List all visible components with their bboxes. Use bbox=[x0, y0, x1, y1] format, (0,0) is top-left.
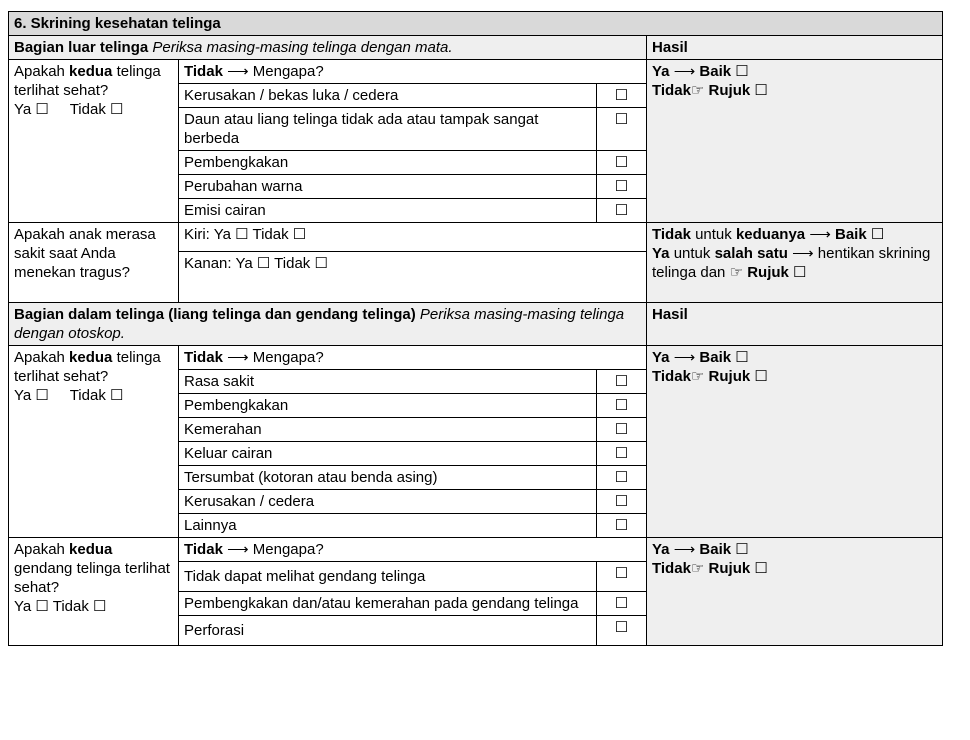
outer-q1-ya[interactable]: Ya ☐ bbox=[14, 101, 49, 118]
item: Tidak dapat melihat gendang telinga bbox=[179, 562, 597, 592]
checkbox[interactable]: ☐ bbox=[597, 108, 647, 151]
rujuk-checkbox[interactable]: ☐ bbox=[754, 560, 768, 577]
item: Keluar cairan bbox=[179, 442, 597, 466]
item: Perforasi bbox=[179, 616, 597, 646]
inner-q2-result: Ya ⟶ Baik ☐ Tidak☞ Rujuk ☐ bbox=[647, 538, 943, 646]
item: Pembengkakan bbox=[179, 151, 597, 175]
item: Emisi cairan bbox=[179, 199, 597, 223]
checkbox[interactable]: ☐ bbox=[597, 514, 647, 538]
item: Kerusakan / bekas luka / cedera bbox=[179, 84, 597, 108]
item: Pembengkakan bbox=[179, 394, 597, 418]
rujuk-checkbox[interactable]: ☐ bbox=[793, 264, 807, 281]
inner-q2-yatidak[interactable]: Ya ☐ Tidak ☐ bbox=[14, 598, 107, 615]
inner-q1-ya[interactable]: Ya ☐ bbox=[14, 387, 49, 404]
item: Rasa sakit bbox=[179, 370, 597, 394]
checkbox[interactable]: ☐ bbox=[597, 199, 647, 223]
inner-q2: Apakah kedua gendang telinga terlihat sehat? Ya ☐ Tidak ☐ bbox=[9, 538, 179, 646]
checkbox[interactable]: ☐ bbox=[597, 394, 647, 418]
checkbox[interactable]: ☐ bbox=[597, 442, 647, 466]
item: Pembengkakan dan/atau kemerahan pada gendang telinga bbox=[179, 592, 597, 616]
why-row: Tidak ⟶ Mengapa? bbox=[179, 538, 647, 562]
kanan-row[interactable]: Kanan: Ya ☐ Tidak ☐ bbox=[179, 252, 647, 303]
kiri-row[interactable]: Kiri: Ya ☐ Tidak ☐ bbox=[179, 223, 647, 252]
hand-icon: ☞ bbox=[729, 264, 744, 281]
checkbox[interactable]: ☐ bbox=[597, 490, 647, 514]
outer-q2: Apakah anak merasa sakit saat Anda menekan tragus? bbox=[9, 223, 179, 303]
checkbox[interactable]: ☐ bbox=[597, 418, 647, 442]
outer-q2-result: Tidak untuk keduanya ⟶ Baik ☐ Ya untuk salah satu ⟶ hentikan skrining telinga dan ☞ Rujuk ☐ bbox=[647, 223, 943, 303]
checkbox[interactable]: ☐ bbox=[597, 151, 647, 175]
outer-q1-tidak[interactable]: Tidak ☐ bbox=[69, 101, 124, 118]
baik-checkbox[interactable]: ☐ bbox=[735, 63, 749, 80]
ear-screening-form bbox=[8, 11, 942, 646]
hasil-header: Hasil bbox=[647, 303, 943, 346]
item: Lainnya bbox=[179, 514, 597, 538]
why-row: Tidak ⟶ Mengapa? bbox=[179, 346, 647, 370]
checkbox[interactable]: ☐ bbox=[597, 370, 647, 394]
checkbox[interactable]: ☐ bbox=[597, 84, 647, 108]
hasil-header: Hasil bbox=[647, 36, 943, 60]
outer-q1-result: Ya ⟶ Baik ☐ Tidak☞ Rujuk ☐ bbox=[647, 60, 943, 223]
outer-q1: Apakah kedua telinga terlihat sehat? Ya ☐ Tidak ☐ bbox=[9, 60, 179, 223]
section-title: 6. Skrining kesehatan telinga bbox=[9, 12, 943, 36]
item: Perubahan warna bbox=[179, 175, 597, 199]
hand-icon: ☞ bbox=[690, 82, 705, 99]
item: Tersumbat (kotoran atau benda asing) bbox=[179, 466, 597, 490]
inner-q1-tidak[interactable]: Tidak ☐ bbox=[69, 387, 124, 404]
baik-checkbox[interactable]: ☐ bbox=[735, 541, 749, 558]
checkbox[interactable]: ☐ bbox=[597, 466, 647, 490]
inner-q1: Apakah kedua telinga terlihat sehat? Ya ☐ Tidak ☐ bbox=[9, 346, 179, 538]
checkbox[interactable]: ☐ bbox=[597, 175, 647, 199]
hand-icon: ☞ bbox=[690, 560, 705, 577]
checkbox[interactable]: ☐ bbox=[597, 592, 647, 616]
rujuk-checkbox[interactable]: ☐ bbox=[754, 368, 768, 385]
rujuk-checkbox[interactable]: ☐ bbox=[754, 82, 768, 99]
checkbox[interactable]: ☐ bbox=[597, 562, 647, 592]
item: Kerusakan / cedera bbox=[179, 490, 597, 514]
item: Daun atau liang telinga tidak ada atau tampak sangat berbeda bbox=[179, 108, 597, 151]
item: Kemerahan bbox=[179, 418, 597, 442]
why-row: Tidak ⟶ Mengapa? bbox=[179, 60, 647, 84]
inner-heading: Bagian dalam telinga (liang telinga dan gendang telinga) Periksa masing-masing telinga dengan otoskop. bbox=[9, 303, 647, 346]
baik-checkbox[interactable]: ☐ bbox=[735, 349, 749, 366]
inner-q1-result: Ya ⟶ Baik ☐ Tidak☞ Rujuk ☐ bbox=[647, 346, 943, 538]
checkbox[interactable]: ☐ bbox=[597, 616, 647, 646]
hand-icon: ☞ bbox=[690, 368, 705, 385]
baik-checkbox[interactable]: ☐ bbox=[870, 226, 885, 243]
outer-heading: Bagian luar telinga Periksa masing-masing telinga dengan mata. bbox=[9, 36, 647, 60]
